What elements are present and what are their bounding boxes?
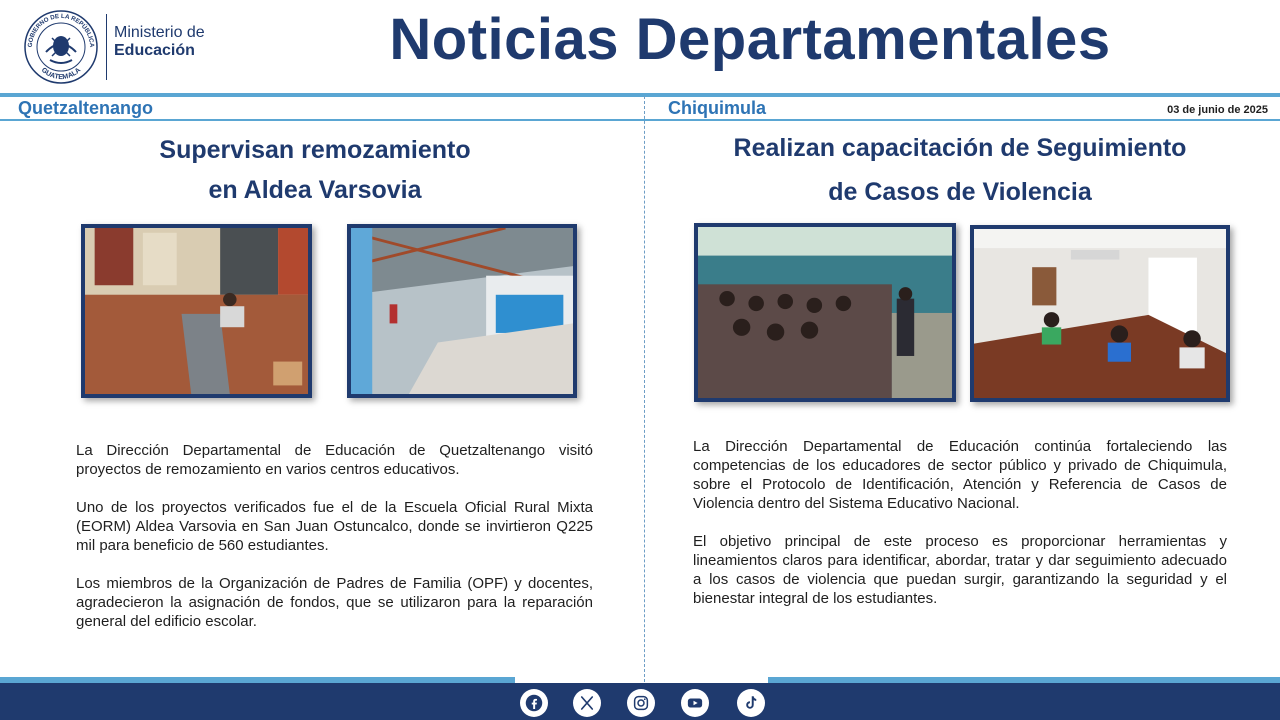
left-article-body <box>76 441 593 650</box>
photo-school-roof-construction <box>347 224 577 398</box>
left-paragraph-3: Los miembros de la Organización de Padres de Familia (OPF) y docentes, agradecieron la asignación de fondos, que se utilizaron para la reparación general del edificio escolar. <box>76 575 593 630</box>
guatemala-seal-icon <box>22 8 100 86</box>
photo-school-floor-repair <box>81 224 312 398</box>
tiktok-icon[interactable] <box>737 689 765 717</box>
ministry-name <box>114 24 205 60</box>
facebook-icon[interactable] <box>520 689 548 717</box>
youtube-icon[interactable] <box>681 689 709 717</box>
photo-training-audience <box>694 223 956 402</box>
publication-date: 03 de junio de 2025 <box>1167 104 1268 116</box>
svg-text:GUATEMALA <box>40 67 82 81</box>
ministry-line1: Ministerio de <box>114 24 205 41</box>
instagram-icon[interactable] <box>627 689 655 717</box>
section-divider-line <box>0 119 1280 121</box>
x-icon[interactable] <box>573 689 601 717</box>
left-headline-line2: en Aldea Varsovia <box>208 176 422 204</box>
ministry-logo <box>22 6 222 86</box>
left-paragraph-1: La Dirección Departamental de Educación de Quetzaltenango visitó proyectos de remozamiento en varios centros educativos. <box>76 442 593 478</box>
column-divider <box>644 96 645 682</box>
region-label-right: Chiquimula <box>668 98 766 118</box>
left-article-headline <box>60 130 570 210</box>
seal-text-bottom: GUATEMALA <box>39 66 83 82</box>
right-headline-line1: Realizan capacitación de Seguimiento <box>733 134 1187 162</box>
seal-text-top: GOBIERNO DE LA REPÚBLICA <box>26 12 96 48</box>
ministry-line2: Educación <box>114 42 195 59</box>
top-divider-line <box>0 93 1280 97</box>
right-paragraph-2: El objetivo principal de este proceso es proporcionar herramientas y lineamientos claros para identificar, abordar, tratar y dar seguimiento adecuado a los casos de violencia que puedan surgir, garantizando la seguridad y el bienestar integral de los estudiantes. <box>693 533 1227 607</box>
right-paragraph-1: La Dirección Departamental de Educación continúa fortaleciendo las competencias de los educadores de sector público y privado de Chiquimula, sobre el Protocolo de Identificación, Atención y Referencia de Casos de Violencia dentro del Sistema Educativo Nacional. <box>693 438 1227 512</box>
photo-training-classroom <box>970 225 1230 402</box>
right-article-body <box>693 437 1227 627</box>
right-headline-line2: de Casos de Violencia <box>828 178 1092 206</box>
logo-divider <box>106 14 107 80</box>
left-paragraph-2: Uno de los proyectos verificados fue el de la Escuela Oficial Rural Mixta (EORM) Aldea Varsovia en San Juan Ostuncalco, donde se invirtieron Q225 mil para beneficio de 560 estudiantes. <box>76 499 593 554</box>
left-headline-line1: Supervisan remozamiento <box>159 136 471 164</box>
page-title: Noticias Departamentales <box>389 7 1111 72</box>
region-label-left: Quetzaltenango <box>18 98 154 118</box>
right-article-headline <box>680 126 1240 214</box>
